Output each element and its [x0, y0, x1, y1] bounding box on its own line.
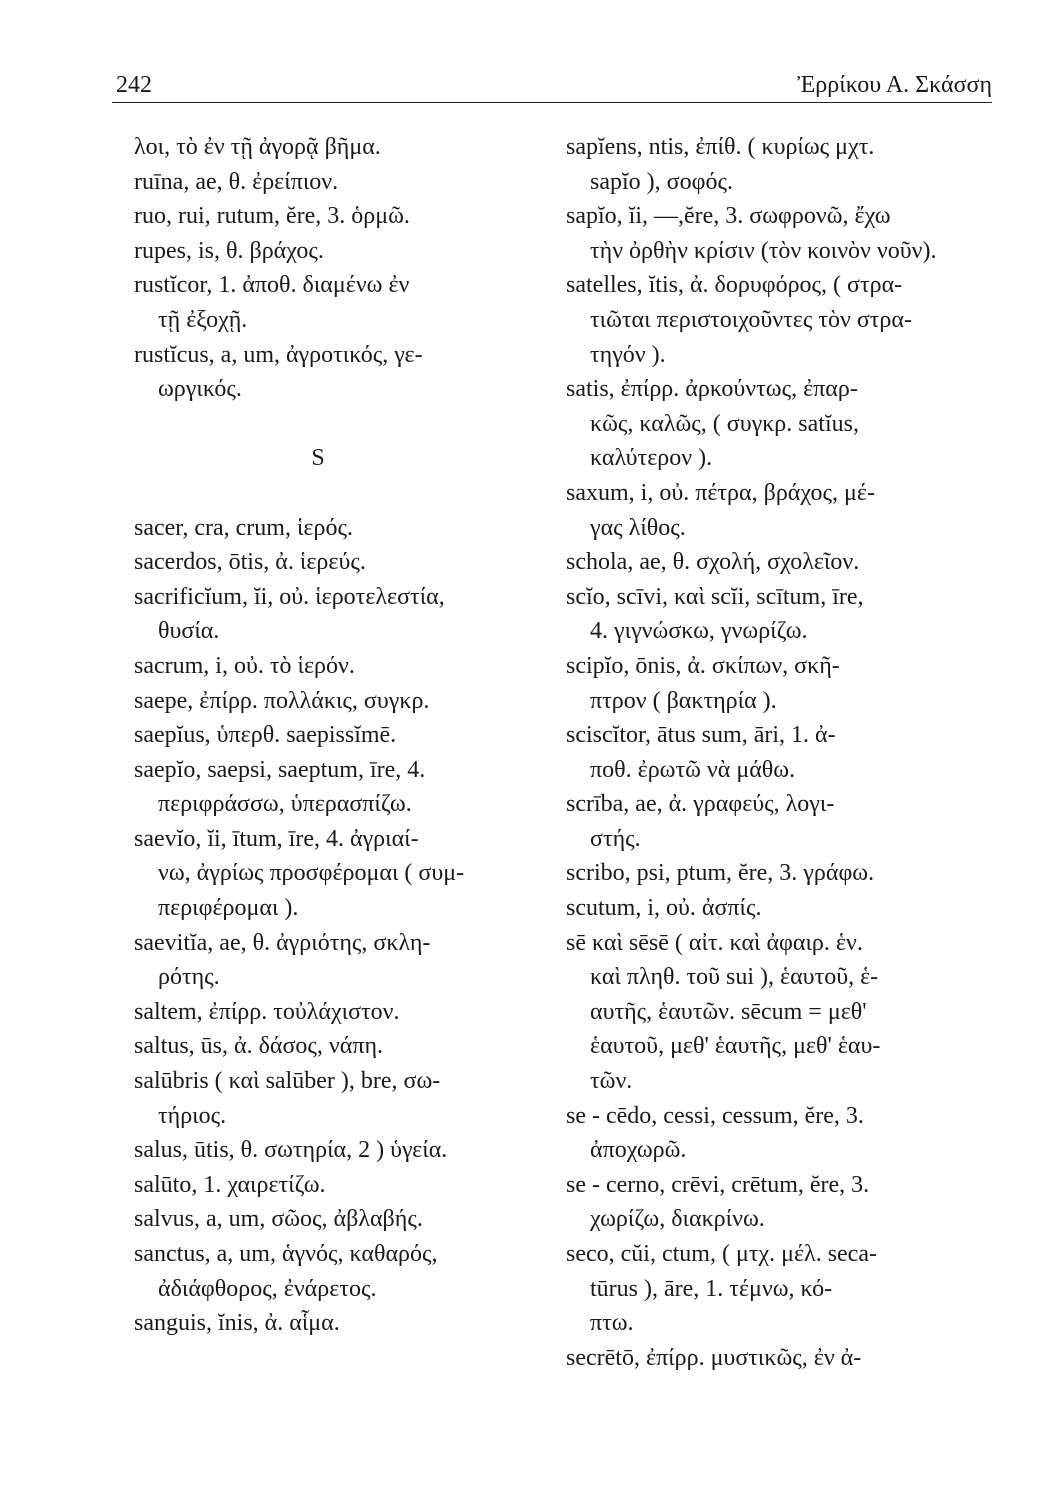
entry-continuation: περιφέρομαι ). — [158, 895, 299, 922]
dictionary-entry: ruo, rui, rutum, ĕre, 3. ὁρμῶ. — [134, 203, 410, 230]
entry-continuation: ἀποχωρῶ. — [590, 1137, 687, 1164]
dictionary-entry: schola, ae, θ. σχολή, σχολεῖον. — [566, 549, 860, 576]
page-header — [112, 72, 992, 102]
dictionary-entry: scribo, psi, ptum, ĕre, 3. γράφω. — [566, 860, 875, 887]
header-rule — [112, 102, 992, 103]
dictionary-entry: rustĭcus, a, um, ἀγροτικός, γε- — [134, 341, 423, 368]
dictionary-entry: rustĭcor, 1. ἀποθ. διαμένω ἐν — [134, 272, 410, 299]
dictionary-entry: se - cerno, crēvi, crētum, ĕre, 3. — [566, 1171, 870, 1198]
entry-continuation: ποθ. ἐρωτῶ νὰ μάθω. — [590, 756, 796, 783]
left-column — [134, 130, 544, 1341]
dictionary-entry: saxum, i, οὐ. πέτρα, βράχος, μέ- — [566, 479, 875, 506]
entry-continuation: tūrus ), āre, 1. τέμνω, κό- — [590, 1275, 833, 1302]
entry-continuation: καὶ πληθ. τοῦ sui ), ἑαυτοῦ, ἑ- — [590, 964, 879, 991]
dictionary-entry: salūto, 1. χαιρετίζω. — [134, 1171, 326, 1198]
entry-continuation: τῇ ἐξοχῇ. — [158, 306, 248, 333]
entry-continuation: νω, ἀγρίως προσφέρομαι ( συμ- — [158, 860, 465, 887]
entry-continuation: τήριος. — [158, 1102, 227, 1129]
entry-continuation: αυτῆς, ἑαυτῶν. sēcum = μεθ' — [590, 998, 867, 1025]
dictionary-entry: saepĭo, saepsi, saeptum, īre, 4. — [134, 756, 426, 783]
dictionary-entry: ruīna, ae, θ. ἐρείπιον. — [134, 168, 339, 195]
entry-continuation: καλύτερον ). — [590, 445, 713, 472]
blank-line — [134, 476, 544, 511]
dictionary-entry: sanguis, ĭnis, ἀ. αἷμα. — [134, 1310, 340, 1337]
dictionary-entry: sacer, cra, crum, ἱερός. — [134, 514, 353, 541]
dictionary-entry: saltem, ἐπίρρ. τοὐλάχιστον. — [134, 998, 400, 1025]
entry-continuation: τὴν ὀρθὴν κρίσιν (τὸν κοινὸν νοῦν). — [590, 237, 937, 264]
dictionary-entry: satelles, ĭtis, ἀ. δορυφόρος, ( στρα- — [566, 272, 903, 299]
dictionary-entry: satis, ἐπίρρ. ἀρκούντως, ἐπαρ- — [566, 376, 858, 403]
dictionary-entry: saevĭo, ĭi, ītum, īre, 4. ἀγριαί- — [134, 825, 419, 852]
dictionary-entry: scrība, ae, ἀ. γραφεύς, λογι- — [566, 791, 835, 818]
dictionary-entry: λοι, τὸ ἐν τῇ ἀγορᾷ βῆμα. — [134, 134, 381, 160]
dictionary-entry: sanctus, a, um, ἁγνός, καθαρός, — [134, 1241, 438, 1267]
entry-continuation: στής. — [590, 825, 641, 852]
entry-continuation: κῶς, καλῶς, ( συγκρ. satĭus, — [590, 410, 859, 437]
entry-continuation: sapĭo ), σοφός. — [590, 168, 733, 195]
dictionary-entry: secrētō, ἐπίρρ. μυστικῶς, ἐν ἀ- — [566, 1344, 862, 1371]
dictionary-entry: sacrificĭum, ĭi, οὐ. ἱεροτελεστία, — [134, 583, 445, 610]
dictionary-entry: se - cēdo, cessi, cessum, ĕre, 3. — [566, 1102, 864, 1129]
entry-continuation: τιῶται περιστοιχοῦντες τὸν στρα- — [590, 306, 912, 333]
entry-continuation: ἀδιάφθορος, ἐνάρετος. — [158, 1275, 377, 1302]
blank-line — [134, 407, 544, 442]
dictionary-entry: sapĭo, ĭi, —,ĕre, 3. σωφρονῶ, ἔχω — [566, 203, 891, 230]
dictionary-entry: rupes, is, θ. βράχος. — [134, 237, 324, 264]
dictionary-entry: salvus, a, um, σῶος, ἀβλαβής. — [134, 1206, 423, 1233]
entry-continuation: ἑαυτοῦ, μεθ' ἑαυτῆς, μεθ' ἑαυ- — [590, 1033, 881, 1060]
dictionary-entry: scutum, i, οὐ. ἀσπίς. — [566, 895, 762, 922]
dictionary-entry: salus, ūtis, θ. σωτηρία, 2 ) ὑγεία. — [134, 1137, 448, 1164]
dictionary-entry: sapĭens, ntis, ἐπίθ. ( κυρίως μχτ. — [566, 134, 875, 160]
entry-continuation: πτρον ( βακτηρία ). — [590, 687, 777, 714]
entry-continuation: τηγόν ). — [590, 341, 666, 368]
dictionary-entry: sciscĭtor, ātus sum, āri, 1. ἀ- — [566, 722, 836, 749]
dictionary-entry: sacerdos, ōtis, ἀ. ἱερεύς. — [134, 549, 366, 576]
entry-continuation: ωργικός. — [158, 376, 242, 403]
entry-continuation: τῶν. — [590, 1068, 633, 1095]
dictionary-entry: scipĭo, ōnis, ἀ. σκίπων, σκῆ- — [566, 652, 840, 679]
entry-continuation: πτω. — [590, 1310, 634, 1337]
entry-continuation: γας λίθος. — [590, 514, 686, 541]
dictionary-entry: saevitĭa, ae, θ. ἀγριότης, σκλη- — [134, 929, 431, 956]
entry-continuation: θυσία. — [158, 618, 220, 645]
entry-continuation: περιφράσσω, ὑπερασπίζω. — [158, 791, 412, 818]
section-letter: S — [311, 445, 325, 472]
dictionary-entry: seco, cŭi, ctum, ( μτχ. μέλ. seca- — [566, 1241, 877, 1267]
running-head: Ἐρρίκου Α. Σκάσση — [797, 72, 992, 98]
dictionary-entry: saepĭus, ὑπερθ. saepissĭmē. — [134, 722, 397, 749]
entry-continuation: ρότης. — [158, 964, 220, 991]
dictionary-entry: sacrum, i, οὐ. τὸ ἱερόν. — [134, 652, 355, 679]
entry-continuation: χωρίζω, διακρίνω. — [590, 1206, 765, 1233]
dictionary-entry: saltus, ūs, ἀ. δάσος, νάπη. — [134, 1033, 383, 1060]
dictionary-entry: salūbris ( καὶ salūber ), bre, σω- — [134, 1068, 441, 1095]
entry-continuation: 4. γιγνώσκω, γνωρίζω. — [590, 618, 808, 645]
dictionary-entry: scĭo, scīvi, καὶ scĭi, scītum, īre, — [566, 583, 864, 610]
right-column — [566, 130, 976, 1375]
page-number: 242 — [116, 72, 152, 98]
dictionary-entry: sē καὶ sēsē ( αἰτ. καὶ ἀφαιρ. ἑν. — [566, 929, 863, 956]
dictionary-entry: saepe, ἐπίρρ. πολλάκις, συγκρ. — [134, 687, 430, 714]
